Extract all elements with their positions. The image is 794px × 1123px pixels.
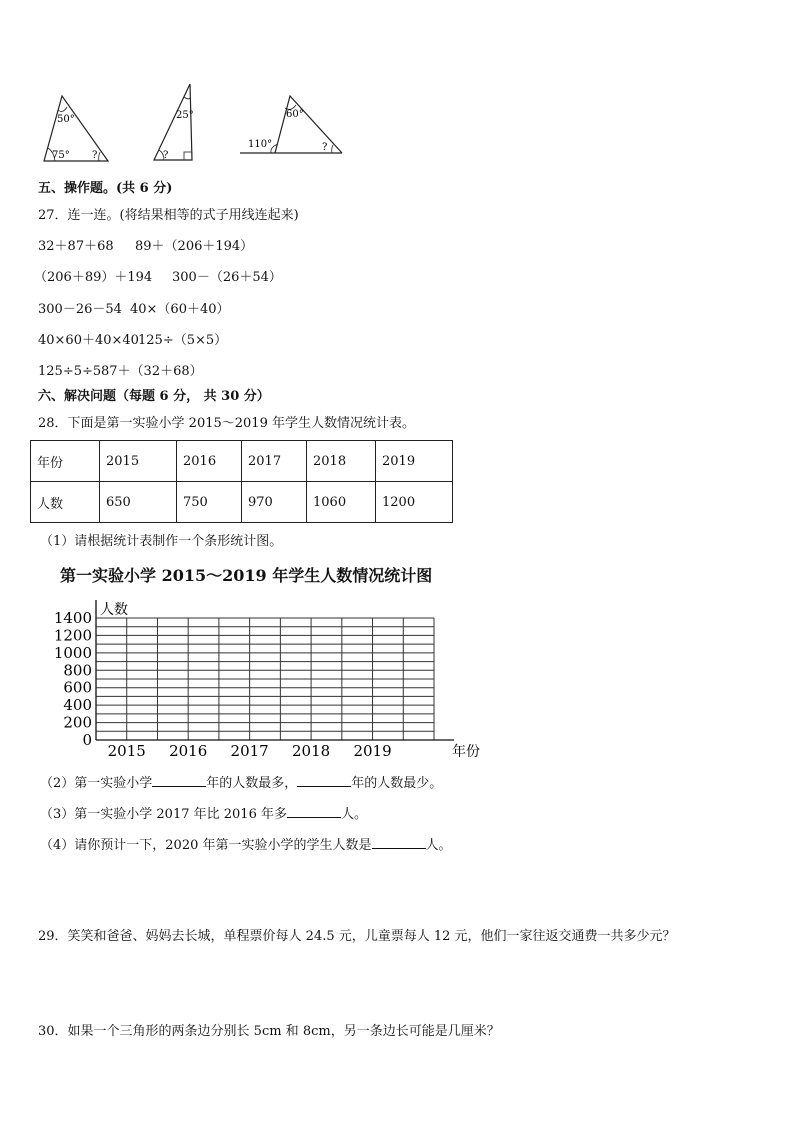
table-row-years: [31, 441, 453, 482]
table-row-counts: [31, 482, 453, 523]
chart-y-tick-label: 0: [82, 731, 92, 749]
table-cell: 750: [177, 482, 242, 523]
bar-chart: [30, 590, 480, 765]
section6-heading: 六、解决问题（每题 6 分， 共 30 分）: [38, 389, 270, 404]
q27-right-5: 87＋（32＋68）: [101, 364, 203, 379]
answer-blank-difference[interactable]: [287, 804, 341, 818]
triangle-2: [154, 84, 194, 161]
triangle-1-angle-top: 50°: [57, 114, 75, 125]
chart-y-tick-label: 800: [63, 661, 92, 680]
chart-y-tick-label: 1200: [53, 626, 92, 645]
q27-right-4: 125÷（5×5）: [138, 333, 228, 348]
q28-sub3: [40, 804, 367, 823]
chart-y-tick-label: 200: [63, 713, 92, 732]
q28-sub1: （1）请根据统计表制作一个条形统计图。: [40, 534, 283, 549]
q27-left-3: 300－26－54: [38, 302, 122, 317]
chart-y-tick-label: 600: [63, 678, 92, 697]
q28-stats-table: [30, 440, 453, 523]
table-cell: 970: [242, 482, 307, 523]
chart-x-tick-label: 2017: [230, 742, 269, 760]
q28-prompt: 28．下面是第一实验小学 2015～2019 年学生人数情况统计表。: [38, 416, 415, 431]
q28-sub4-text-b: 人。: [425, 838, 452, 853]
q29-text: 29．笑笑和爸爸、妈妈去长城，单程票价每人 24.5 元，儿童票每人 12 元，他们一家往返交通费一共多少元？: [38, 929, 676, 944]
table-cell: 2019: [376, 441, 453, 482]
table-cell: 2015: [100, 441, 177, 482]
answer-blank-forecast[interactable]: [372, 835, 426, 849]
table-cell: 1060: [307, 482, 376, 523]
triangle-3-angle-exterior: 110°: [248, 139, 273, 150]
q27-left-5: 125÷5÷5: [38, 364, 102, 379]
chart-y-tick-label: 1000: [53, 643, 92, 662]
triangle-2-angle-top: 25°: [176, 110, 194, 121]
chart-y-tick-label: 400: [63, 696, 92, 715]
chart-y-tick-label: 1400: [53, 609, 92, 627]
triangle-1: [44, 96, 108, 161]
chart-title: 第一实验小学 2015～2019 年学生人数情况统计图: [60, 566, 433, 585]
triangle-2-angle-left: ?: [163, 150, 169, 161]
chart-y-axis-label: 人数: [100, 602, 128, 618]
triangle-1-angle-left: 75°: [52, 150, 70, 161]
q27-prompt: 27．连一连。(将结果相等的式子用线连起来): [38, 208, 299, 223]
q28-sub2-text-b: 年的人数最多，: [206, 776, 298, 791]
q28-sub2: [40, 773, 442, 792]
table-cell: 650: [100, 482, 177, 523]
answer-blank-most[interactable]: [152, 773, 206, 787]
chart-x-tick-label: 2016: [169, 742, 208, 760]
triangle-3-angle-right: ?: [322, 142, 328, 153]
q27-right-1: 89＋（206＋194）: [135, 239, 254, 254]
table-cell: 2017: [242, 441, 307, 482]
chart-x-tick-label: 2015: [107, 742, 146, 760]
q27-left-2: （206＋89）＋194: [34, 270, 153, 285]
q28-sub2-text-a: （2）第一实验小学: [40, 776, 153, 791]
q28-sub2-text-c: 年的人数最少。: [351, 776, 443, 791]
table-cell: 1200: [376, 482, 453, 523]
answer-blank-least[interactable]: [297, 773, 351, 787]
table-cell: 2016: [177, 441, 242, 482]
chart-x-axis-label: 年份: [452, 744, 480, 760]
chart-x-tick-label: 2019: [353, 742, 392, 760]
section5-heading: 五、操作题。(共 6 分): [38, 181, 173, 196]
q27-left-1: 32＋87＋68: [38, 239, 114, 254]
q28-sub4: [40, 835, 452, 854]
table-cell: 2018: [307, 441, 376, 482]
q27-right-3: 40×（60＋40）: [130, 302, 230, 317]
chart-x-tick-label: 2018: [291, 742, 331, 760]
q28-sub3-text-a: （3）第一实验小学 2017 年比 2016 年多: [40, 807, 287, 822]
triangle-figures: [0, 0, 794, 170]
q27-left-4: 40×60＋40×40: [38, 333, 139, 348]
table-header-label: 年份: [31, 441, 100, 482]
triangle-3: [240, 96, 342, 153]
triangle-1-angle-right: ?: [92, 150, 98, 161]
q30-text: 30．如果一个三角形的两条边分别长 5cm 和 8cm，另一条边长可能是几厘米？: [38, 1024, 500, 1039]
triangle-3-angle-top: 60°: [286, 109, 304, 120]
q28-sub4-text-a: （4）请你预计一下，2020 年第一实验小学的学生人数是: [40, 838, 372, 853]
table-row-label: 人数: [31, 482, 100, 523]
q27-right-2: 300－（26＋54）: [172, 270, 282, 285]
q28-sub3-text-b: 人。: [340, 807, 367, 822]
